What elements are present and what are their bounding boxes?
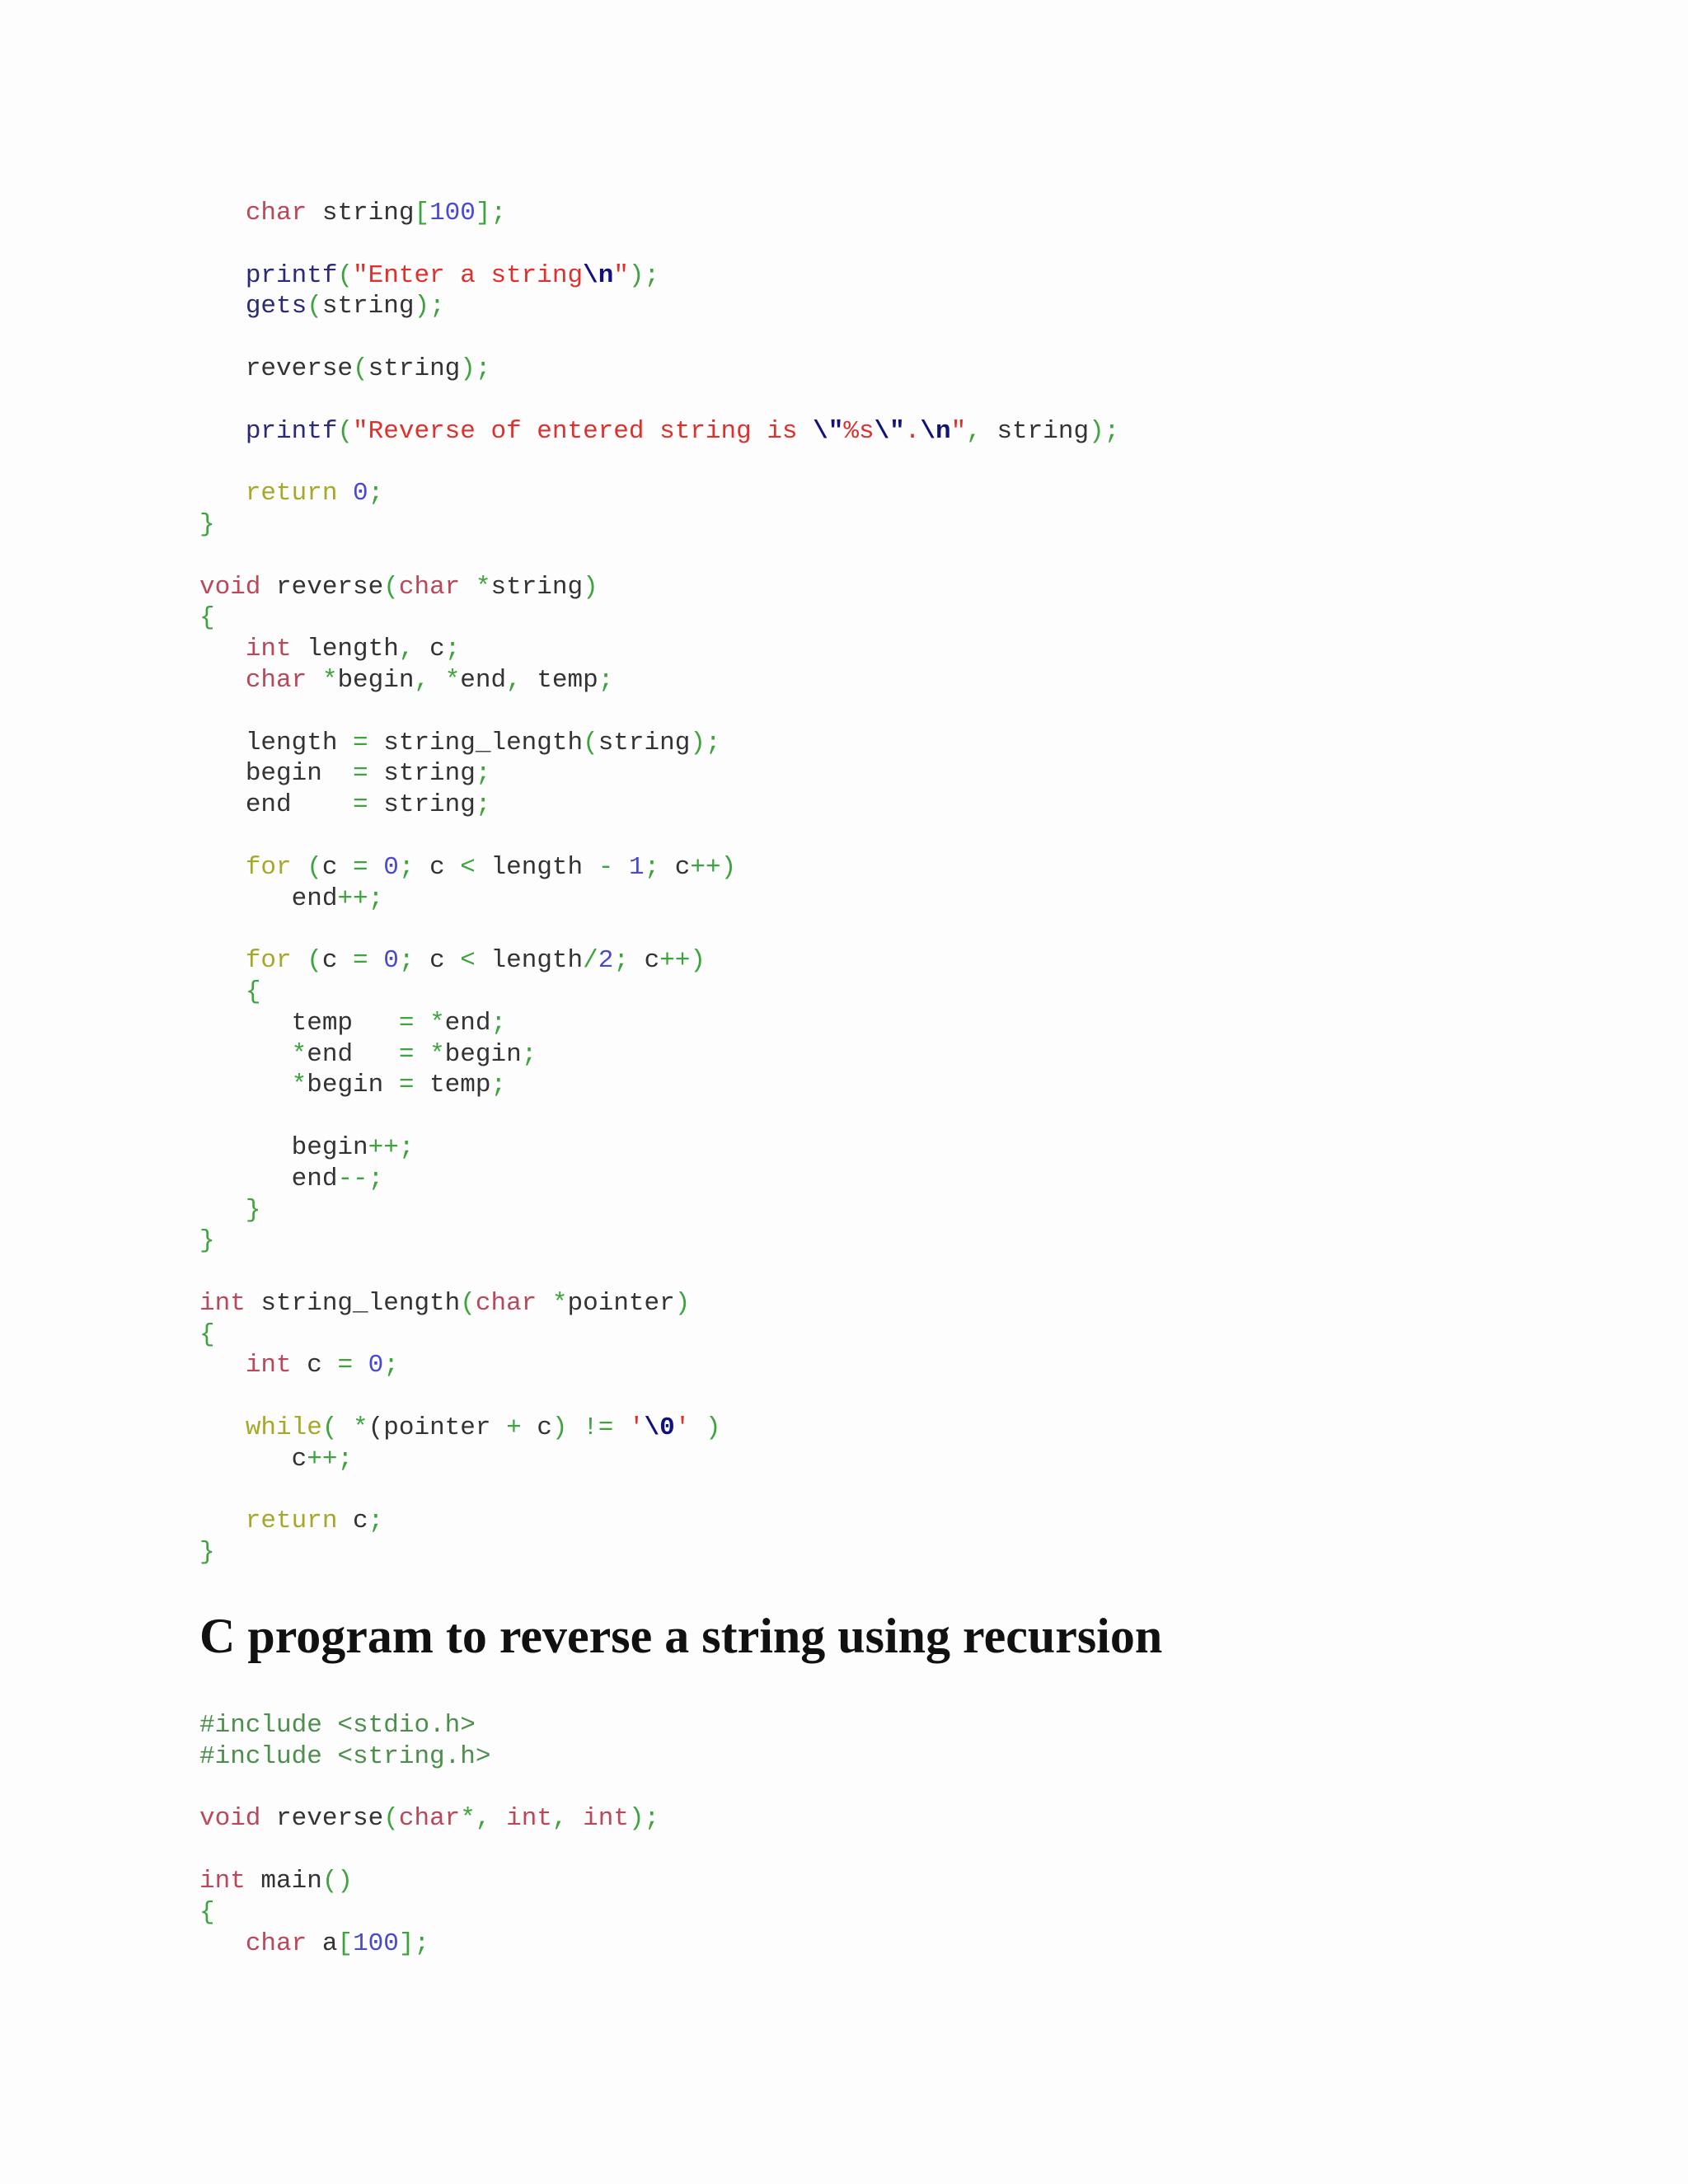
punctuation-token: } [199,1538,215,1568]
identifier-token: begin [291,1132,368,1162]
escape-sequence-token: \n [583,260,614,290]
identifier-token: string_length [383,728,584,757]
punctuation-token: / [583,946,598,976]
string-literal-token: "Enter a string [353,260,584,290]
punctuation-token: + [490,1413,537,1443]
punctuation-token: } [245,1195,261,1225]
control-keyword-token: while [245,1413,322,1443]
code-line [199,1226,1119,1257]
code-line [199,1866,659,1897]
punctuation-token: - [583,852,629,882]
punctuation-token: ++; [368,1132,415,1162]
punctuation-token: , [414,665,430,695]
keyword-token: int [245,1351,292,1380]
code-line [199,977,1119,1008]
number-token: 1 [628,852,645,882]
punctuation-token: , [475,1804,507,1834]
identifier-token [199,946,246,975]
punctuation-token: ]; [475,199,507,227]
identifier-token: string [490,572,584,602]
identifier-token [199,261,246,290]
identifier-token [199,635,246,663]
code-line [199,509,1119,541]
code-line [199,1008,1119,1039]
identifier-token [199,666,246,695]
code-line [199,1773,659,1804]
punctuation-token: = [321,1351,368,1380]
punctuation-token: * [291,1071,307,1100]
code-line [199,852,1119,883]
punctuation-token: ; [368,479,384,509]
code-line [199,541,1119,572]
escape-sequence-token: \" [813,416,844,446]
identifier-token: a [307,1929,338,1958]
punctuation-token: ); [460,354,491,383]
code-line [199,945,1119,977]
punctuation-token: ; [521,1039,537,1069]
punctuation-token: [ [337,1929,354,1958]
keyword-token: char [475,1288,537,1318]
punctuation-token: ; [368,1507,384,1536]
punctuation-token: ( [291,852,322,882]
keyword-token: char [245,199,307,227]
identifier-token [460,573,476,602]
punctuation-token: * [551,1288,568,1318]
keyword-token: void [199,572,261,602]
identifier-token: c [674,852,691,882]
identifier-token: string [598,728,691,757]
preprocessor-token: #include <stdio.h> [199,1711,476,1740]
number-token: 0 [383,946,399,976]
identifier-token [537,1289,552,1318]
identifier-token [199,1040,292,1069]
punctuation-token: * [321,665,338,695]
identifier-token [307,666,322,695]
keyword-token: int [506,1804,552,1834]
punctuation-token: ; [613,946,645,976]
code-line [199,260,1119,292]
identifier-token [199,884,292,913]
identifier-token: string [321,292,415,321]
keyword-token: char [245,1929,307,1958]
number-token: 100 [429,199,476,227]
punctuation-token: ( [460,1288,476,1318]
punctuation-token: = [353,1039,430,1069]
code-line [199,821,1119,852]
identifier-token [337,479,353,508]
string-literal-token: "Reverse of entered string is [353,416,814,446]
keyword-token: void [199,1804,261,1834]
code-line [199,634,1119,665]
identifier-token: begin [444,1039,522,1069]
identifier-token: c [429,946,445,976]
string-literal-token: " [613,260,629,290]
code-line [199,602,1119,634]
punctuation-token: ; [490,1071,507,1100]
keyword-token: char [398,572,461,602]
function-name-token: printf [245,260,338,290]
code-line [199,1413,1119,1444]
punctuation-token: { [199,1319,215,1349]
identifier-token: c [321,946,338,976]
punctuation-token: ; [444,635,461,664]
punctuation-token: ++; [337,883,384,913]
punctuation-token: ++) [659,946,706,976]
number-token: 100 [353,1929,399,1958]
identifier-token: reverse [260,1804,384,1834]
identifier-token: end [245,790,292,820]
identifier-token [199,853,246,882]
preprocessor-token: #include <string.h> [199,1741,491,1771]
function-name-token: gets [245,292,307,321]
punctuation-token: = [337,728,384,757]
punctuation-token: * [429,1008,445,1038]
keyword-token: int [199,1866,246,1896]
punctuation-token: * [444,665,461,695]
punctuation-token: ) != [551,1413,629,1443]
identifier-token [199,1351,246,1380]
string-literal-token: " [950,416,967,446]
keyword-token: int [199,1288,246,1318]
keyword-token: char [245,665,307,695]
number-token: 0 [368,1351,384,1380]
code-line [199,790,1119,821]
punctuation-token: ; [398,946,430,976]
identifier-token: c [537,1413,552,1443]
code-line [199,1288,1119,1319]
code-line [199,758,1119,790]
code-line [199,1319,1119,1351]
identifier-token [199,1196,246,1225]
punctuation-token: ; [644,852,675,882]
code-line [199,1803,659,1835]
code-line [199,1506,1119,1537]
punctuation-token: ; [383,1351,399,1380]
punctuation-token: ); [1089,416,1120,446]
code-line [199,1039,1119,1071]
section-heading: C program to reverse a string using recursion [199,1609,1163,1663]
punctuation-token: ++) [690,852,737,882]
identifier-token: length [291,635,399,664]
identifier-token [199,479,246,508]
punctuation-token: ); [628,1804,660,1834]
punctuation-token: --; [337,1164,384,1193]
code-line [199,1741,659,1773]
code-line [199,1897,659,1929]
identifier-token: string [368,354,461,383]
identifier-token [199,790,246,819]
identifier-token: temp [291,1008,354,1038]
code-line [199,1444,1119,1475]
identifier-token: c [291,1351,322,1380]
identifier-token [199,292,246,321]
identifier-token: begin [337,665,415,695]
punctuation-token: ( [383,1804,399,1834]
punctuation-token: [ [414,199,430,227]
code-line [199,1350,1119,1381]
identifier-token [199,1413,246,1442]
code-line [199,322,1119,354]
keyword-token: int [245,635,292,664]
punctuation-token: ; [475,759,491,789]
identifier-token [199,1165,292,1193]
code-line [199,1475,1119,1507]
identifier-token: string_length [245,1288,461,1318]
punctuation-token: = [291,790,384,820]
punctuation-token: ) [583,572,598,602]
identifier-token: temp [429,1071,491,1100]
punctuation-token: ++; [307,1444,354,1474]
punctuation-token: { [199,1897,215,1927]
code-line [199,1132,1119,1164]
string-literal-token: ' [628,1413,645,1443]
identifier-token [429,666,445,695]
punctuation-token: } [199,1226,215,1256]
string-literal-token: ' [674,1413,691,1443]
code-line [199,1070,1119,1101]
identifier-token: begin [245,759,322,789]
punctuation-token: { [245,977,261,1006]
punctuation-token: * [291,1039,307,1069]
identifier-token [199,977,246,1006]
identifier-token: ( [368,1413,384,1443]
punctuation-token: , [398,635,415,664]
punctuation-token: = [353,1008,430,1038]
code-line [199,354,1119,385]
punctuation-token: , [551,1804,584,1834]
code-line [199,291,1119,322]
identifier-token: string [981,416,1090,446]
string-literal-token: . [904,416,921,446]
identifier-token: length [490,852,584,882]
code-line [199,198,1119,229]
punctuation-token: ); [690,728,721,757]
identifier-token: string [307,199,415,227]
punctuation-token: * [429,1039,445,1069]
punctuation-token: ; [475,790,491,820]
code-line [199,1195,1119,1226]
code-line [199,229,1119,260]
punctuation-token: = [337,946,384,976]
code-line [199,416,1119,448]
identifier-token [199,1929,246,1958]
identifier-token: c [291,1444,307,1474]
escape-sequence-token: \n [920,416,951,446]
identifier-token: end [291,1164,338,1193]
punctuation-token: = [383,1071,430,1100]
identifier-token: main [245,1866,322,1896]
identifier-token: c [337,1507,368,1536]
identifier-token: c [321,852,338,882]
punctuation-token: ( [383,572,399,602]
identifier-token: string [383,759,476,789]
number-token: 0 [383,852,399,882]
punctuation-token: ( [583,728,598,757]
code-line [199,1710,659,1741]
punctuation-token: , [966,416,982,446]
code-line [199,385,1119,416]
identifier-token [199,417,246,446]
identifier-token: end [444,1008,491,1038]
escape-sequence-token: \0 [644,1413,675,1443]
function-name-token: printf [245,416,338,446]
code-line [199,1381,1119,1413]
punctuation-token: = [321,759,384,789]
keyword-token: int [583,1804,629,1834]
identifier-token [199,1507,246,1535]
identifier-token: length [490,946,584,976]
identifier-token: pointer [567,1288,675,1318]
punctuation-token: ; [490,1008,507,1038]
string-literal-token: %s [843,416,874,446]
identifier-token: end [291,883,338,913]
punctuation-token: ) [674,1288,691,1318]
punctuation-token: ( [337,416,354,446]
identifier-token [199,354,246,383]
identifier-token: pointer [383,1413,491,1443]
identifier-token [199,759,246,788]
punctuation-token: < [444,946,491,976]
code-line [199,914,1119,945]
code-line [199,728,1119,759]
identifier-token [199,1009,292,1038]
punctuation-token: * [475,572,491,602]
identifier-token: string [383,790,476,820]
number-token: 2 [598,946,614,976]
punctuation-token: ( [291,946,322,976]
identifier-token [199,1133,292,1162]
code-line [199,572,1119,603]
control-keyword-token: for [245,852,292,882]
identifier-token: end [307,1039,354,1069]
control-keyword-token: for [245,946,292,976]
identifier-token: c [414,635,445,664]
punctuation-token: } [199,509,215,539]
punctuation-token: ; [398,852,430,882]
code-line [199,665,1119,696]
punctuation-token: < [444,852,491,882]
code-line [199,1164,1119,1195]
identifier-token [199,1445,292,1474]
punctuation-token: () [321,1866,354,1896]
code-block-string-reverse-pointers [199,198,1119,1568]
punctuation-token: , [506,665,522,695]
punctuation-token: ); [414,292,445,321]
punctuation-token: ); [628,260,660,290]
punctuation-token: ( [353,354,368,383]
punctuation-token: * [460,1804,476,1834]
control-keyword-token: return [245,479,338,509]
identifier-token: reverse [245,354,354,383]
identifier-token: begin [307,1071,384,1100]
punctuation-token: ( [307,292,322,321]
identifier-token: c [644,946,660,976]
keyword-token: char [398,1804,461,1834]
code-line [199,1537,1119,1568]
punctuation-token: { [199,603,215,633]
punctuation-token: ( [337,260,354,290]
code-line [199,1929,659,1960]
code-line [199,478,1119,509]
identifier-token: reverse [260,572,384,602]
code-line [199,1101,1119,1132]
punctuation-token: = [337,852,384,882]
punctuation-token: ; [598,665,614,695]
identifier-token: length [245,728,338,757]
code-line [199,447,1119,478]
identifier-token: c [429,852,445,882]
code-line [199,1257,1119,1288]
punctuation-token: ]; [398,1929,430,1958]
number-token: 0 [353,479,368,509]
identifier-token: end [460,665,507,695]
code-line [199,1835,659,1866]
escape-sequence-token: \" [874,416,905,446]
code-line [199,696,1119,728]
code-block-string-reverse-recursion [199,1710,659,1959]
control-keyword-token: return [245,1507,338,1536]
punctuation-token: ( [321,1413,354,1443]
code-line [199,883,1119,915]
punctuation-token: * [353,1413,368,1443]
identifier-token [199,1071,292,1099]
identifier-token [199,199,246,227]
identifier-token [199,729,246,757]
punctuation-token: ) [690,1413,721,1443]
identifier-token: temp [521,665,598,695]
